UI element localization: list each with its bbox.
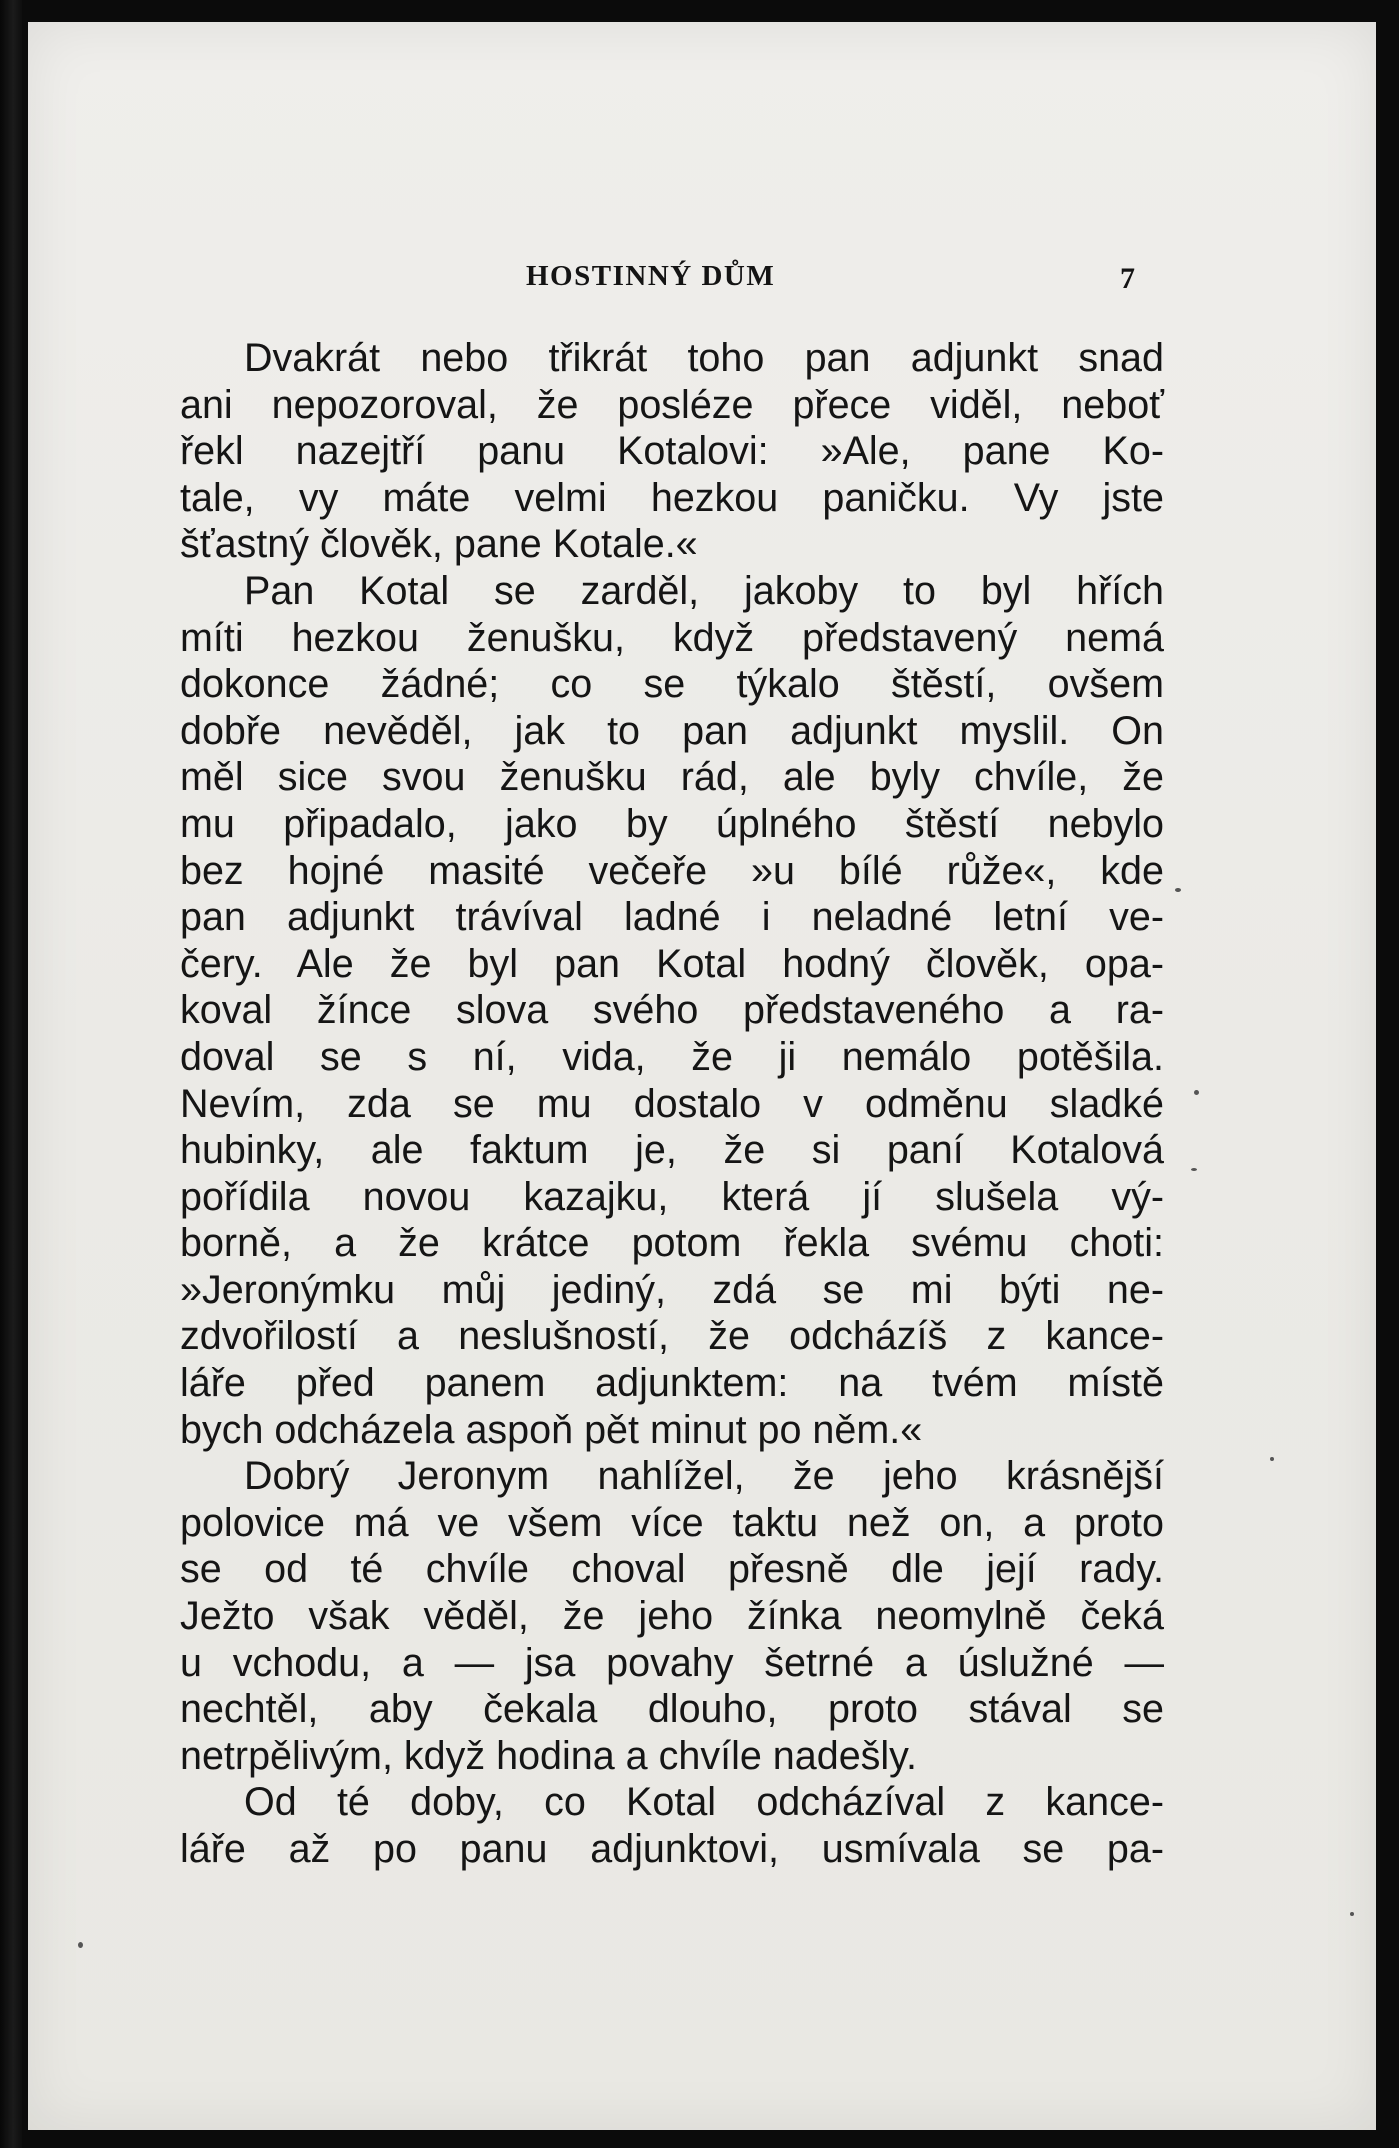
paper-speck bbox=[1194, 1090, 1199, 1095]
text-line: čery. Ale že byl pan Kotal hodný člověk, opa- bbox=[180, 941, 1164, 986]
text-line: dobře nevěděl, jak to pan adjunkt myslil. On bbox=[180, 708, 1164, 753]
text-line: mu připadalo, jako by úplného štěstí nebylo bbox=[180, 801, 1164, 846]
text-line: »Jeronýmku můj jediný, zdá se mi býti ne- bbox=[180, 1267, 1164, 1312]
text-line: láře před panem adjunktem: na tvém místě bbox=[180, 1361, 1164, 1406]
page-header bbox=[28, 260, 1376, 300]
text-line: láře až po panu adjunktovi, usmívala se pa- bbox=[180, 1827, 1164, 1871]
paper-speck bbox=[1191, 1168, 1197, 1171]
text-line: se od té chvíle choval přesně dle její rady. bbox=[180, 1547, 1164, 1592]
text-line: pan adjunkt trávíval ladné i neladné letní ve- bbox=[180, 895, 1164, 940]
paper-speck bbox=[1175, 888, 1181, 892]
text-line: zdvořilostí a neslušností, že odcházíš z kance- bbox=[180, 1314, 1164, 1359]
text-line: doval se s ní, vida, že ji nemálo potěšila. bbox=[180, 1034, 1164, 1079]
body-text bbox=[180, 335, 1164, 1873]
paper-speck bbox=[78, 1942, 83, 1948]
text-line: borně, a že krátce potom řekla svému choti: bbox=[180, 1221, 1164, 1266]
text-line: u vchodu, a — jsa povahy šetrné a úslužné — bbox=[180, 1640, 1164, 1685]
text-line: polovice má ve všem více taktu než on, a proto bbox=[180, 1500, 1164, 1545]
text-line: dokonce žádné; co se týkalo štěstí, ovšem bbox=[180, 662, 1164, 707]
page-number: 7 bbox=[1120, 262, 1135, 295]
text-line: hubinky, ale faktum je, že si paní Kotalová bbox=[180, 1128, 1164, 1173]
text-line: řekl nazejtří panu Kotalovi: »Ale, pane Ko- bbox=[180, 429, 1164, 474]
text-line: bych odcházela aspoň pět minut po něm.« bbox=[180, 1407, 923, 1452]
text-line: Ježto však věděl, že jeho žínka neomylně čeká bbox=[180, 1594, 1164, 1639]
text-line: Pan Kotal se zarděl, jakoby to byl hřích bbox=[244, 568, 1164, 613]
text-line: tale, vy máte velmi hezkou paničku. Vy jste bbox=[180, 475, 1164, 520]
text-line: měl sice svou ženušku rád, ale byly chvíle, že bbox=[180, 755, 1164, 800]
text-line: netrpělivým, když hodina a chvíle nadešly. bbox=[180, 1733, 917, 1778]
paper-speck bbox=[1270, 1457, 1274, 1461]
text-line: bez hojné masité večeře »u bílé růže«, kde bbox=[180, 848, 1164, 893]
text-line: míti hezkou ženušku, když představený nemá bbox=[180, 615, 1164, 660]
text-line: pořídila novou kazajku, která jí slušela vý- bbox=[180, 1174, 1164, 1219]
book-spine-edge bbox=[0, 0, 22, 2148]
text-line: ani nepozoroval, že posléze přece viděl, neboť bbox=[180, 382, 1164, 427]
text-line: Nevím, zda se mu dostalo v odměnu sladké bbox=[180, 1081, 1164, 1126]
book-page bbox=[28, 22, 1376, 2130]
running-title: HOSTINNÝ DŮM bbox=[526, 260, 776, 292]
text-line: Dvakrát nebo třikrát toho pan adjunkt snad bbox=[244, 336, 1164, 380]
text-line: Od té doby, co Kotal odcházíval z kance- bbox=[244, 1780, 1164, 1825]
text-line: koval žínce slova svého představeného a ra- bbox=[180, 988, 1164, 1033]
paper-speck bbox=[1350, 1912, 1354, 1916]
text-line: nechtěl, aby čekala dlouho, proto stával se bbox=[180, 1687, 1164, 1732]
text-line: Dobrý Jeronym nahlížel, že jeho krásnější bbox=[244, 1454, 1164, 1499]
text-line: šťastný člověk, pane Kotale.« bbox=[180, 522, 698, 567]
